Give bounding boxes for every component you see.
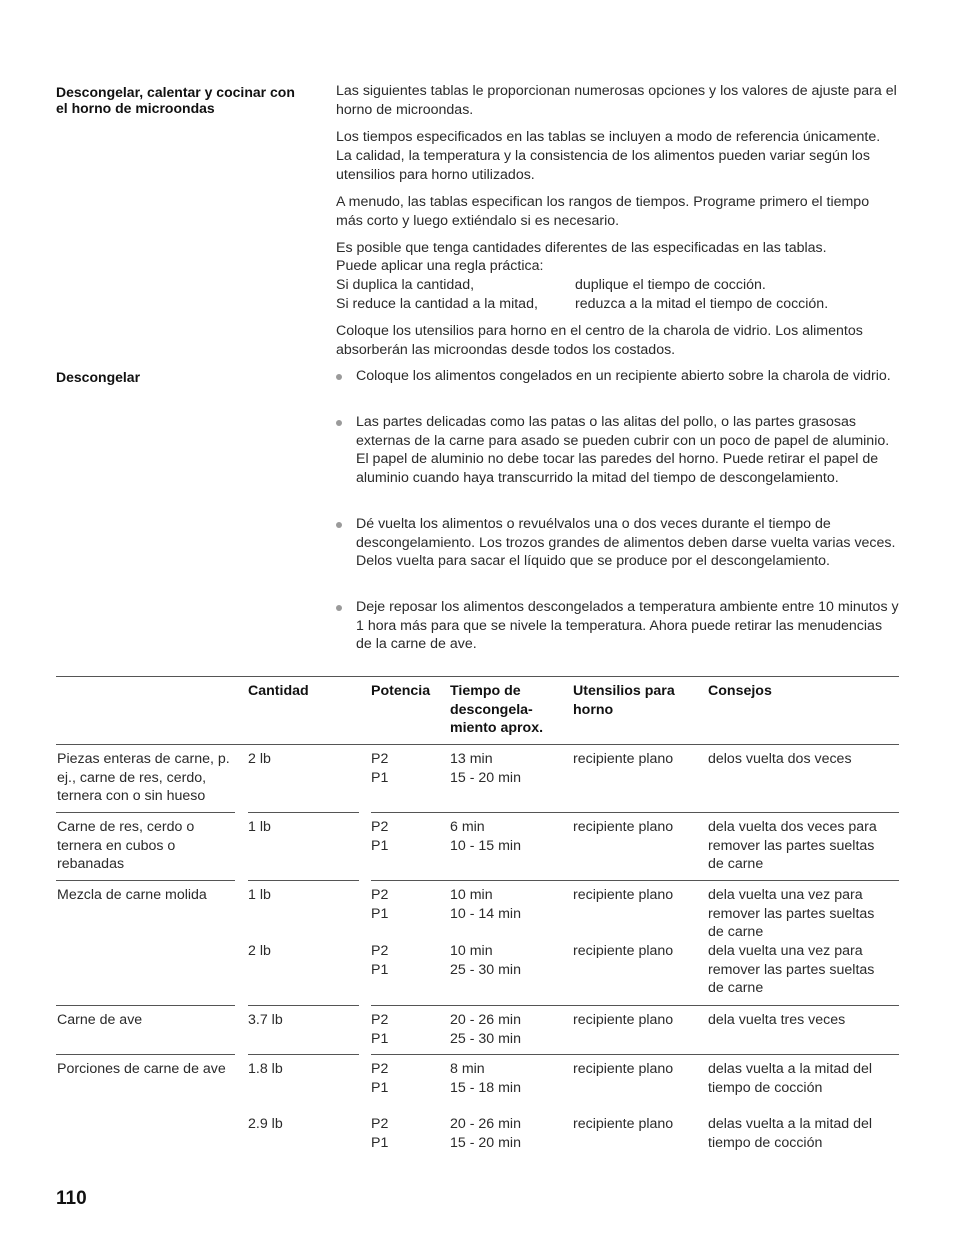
cell-food: Carne de res, cerdo o ternera en cubos o rebanadas (57, 819, 195, 872)
row-rule-main (371, 1005, 899, 1006)
bullet-dot-icon (336, 605, 342, 611)
cell-qty: 1 lb (248, 887, 271, 903)
defrost-bullet (336, 515, 900, 571)
cell-tip: dela vuelta dos veces para remover las partes sueltas de carne (708, 819, 877, 872)
cell-power: P2 P1 (371, 1012, 389, 1047)
cell-utensil: recipiente plano (573, 1061, 674, 1077)
cell-power: P2 P1 (371, 751, 389, 786)
table-top-rule (56, 676, 899, 677)
cell-tip: dela vuelta tres veces (708, 1012, 846, 1028)
row-rule-qty (248, 880, 359, 881)
header-potencia: Potencia (371, 683, 431, 699)
cell-time: 20 - 26 min 15 - 20 min (450, 1116, 521, 1151)
cell-time: 10 min 25 - 30 min (450, 943, 521, 978)
closing-paragraph: Coloque los utensilios para horno en el centro de la charola de vidrio. Los alimentos absorberán las microondas desde todos los costados. (336, 323, 863, 358)
row-rule-food (56, 880, 235, 881)
cell-power: P2 P1 (371, 943, 389, 978)
row-rule-main (371, 880, 899, 881)
cell-utensil: recipiente plano (573, 1116, 674, 1132)
cell-tip: delas vuelta a la mitad del tiempo de cocción (708, 1061, 873, 1096)
header-cantidad: Cantidad (248, 683, 309, 699)
row-rule-food (56, 1054, 235, 1055)
cell-power: P2 P1 (371, 819, 389, 854)
defrost-bullet (336, 598, 900, 654)
bullet-text: Dé vuelta los alimentos o revuélvalos una o dos veces durante el tiempo de descongelamiento. Los trozos grandes de alimentos deben darse vuelta varias veces. Delos vuelta para sacar el líquido que se produce por el descongelamiento. (356, 516, 896, 570)
rule-right-1: duplique el tiempo de cocción. (575, 277, 766, 293)
cell-time: 6 min 10 - 15 min (450, 819, 521, 854)
cell-food: Piezas enteras de carne, p. ej., carne de res, cerdo, ternera con o sin hueso (57, 751, 230, 804)
bullet-text: Coloque los alimentos congelados en un recipiente abierto sobre la charola de vidrio. (356, 368, 891, 384)
cell-tip: dela vuelta una vez para remover las partes sueltas de carne (708, 887, 875, 940)
row-rule-food (56, 812, 235, 813)
intro-paragraph-2: Los tiempos especificados en las tablas se incluyen a modo de referencia únicamente. La calidad, la temperatura y la consistencia de los alimentos pueden variar según los utensilios para horno utilizados. (336, 129, 881, 183)
cell-utensil: recipiente plano (573, 1012, 674, 1028)
defrost-bullet (336, 367, 900, 386)
defrost-bullet (336, 413, 900, 488)
cell-qty: 2 lb (248, 943, 271, 959)
bullet-dot-icon (336, 374, 342, 380)
cell-utensil: recipiente plano (573, 751, 674, 767)
row-rule-food (56, 1005, 235, 1006)
cell-qty: 1 lb (248, 819, 271, 835)
cell-tip: delas vuelta a la mitad del tiempo de cocción (708, 1116, 873, 1151)
row-rule-qty (248, 1005, 359, 1006)
rule-intro-1: Es posible que tenga cantidades diferentes de las especificadas en las tablas. (336, 240, 827, 256)
cell-qty: 2.9 lb (248, 1116, 283, 1132)
cell-food: Mezcla de carne molida (57, 887, 207, 903)
cell-qty: 2 lb (248, 751, 271, 767)
page-number: 110 (56, 1188, 87, 1209)
header-rule (56, 744, 899, 745)
cell-food: Porciones de carne de ave (57, 1061, 226, 1077)
bullet-dot-icon (336, 522, 342, 528)
header-consejos: Consejos (708, 683, 772, 699)
cell-utensil: recipiente plano (573, 943, 674, 959)
bullet-dot-icon (336, 420, 342, 426)
cell-food: Carne de ave (57, 1012, 143, 1028)
rule-left-2: Si reduce la cantidad a la mitad, (336, 296, 538, 312)
row-rule-main (371, 1054, 899, 1055)
cell-power: P2 P1 (371, 887, 389, 922)
cell-time: 10 min 10 - 14 min (450, 887, 521, 922)
cell-power: P2 P1 (371, 1061, 389, 1096)
cell-time: 8 min 15 - 18 min (450, 1061, 521, 1096)
intro-paragraph-1: Las siguientes tablas le proporcionan numerosas opciones y los valores de ajuste para el horno de microondas. (336, 83, 897, 118)
cell-time: 20 - 26 min 25 - 30 min (450, 1012, 521, 1047)
rule-right-2: reduzca a la mitad el tiempo de cocción. (575, 296, 829, 312)
cell-qty: 3.7 lb (248, 1012, 283, 1028)
bullet-text: Deje reposar los alimentos descongelados a temperatura ambiente entre 10 minutos y 1 hora más para que se nivele la temperatura. Ahora puede retirar las menudencias de la carne de ave. (356, 599, 899, 653)
header-utensilios: Utensilios para horno (573, 683, 675, 718)
header-tiempo: Tiempo de descongela- miento aprox. (450, 683, 544, 736)
cell-utensil: recipiente plano (573, 819, 674, 835)
rule-intro-2: Puede aplicar una regla práctica: (336, 258, 544, 274)
section-heading: Descongelar, calentar y cocinar con el horno de microondas (56, 84, 295, 116)
cell-qty: 1.8 lb (248, 1061, 283, 1077)
cell-power: P2 P1 (371, 1116, 389, 1151)
cell-utensil: recipiente plano (573, 887, 674, 903)
bullet-text: Las partes delicadas como las patas o las alitas del pollo, o las partes grasosas externas de la carne para asado se pueden cubrir con un poco de papel de aluminio. El papel de aluminio no debe tocar las paredes del horno. Puede retirar el papel de aluminio cuando haya transcurrido la mitad del tiempo de descongelamiento. (356, 414, 890, 487)
row-rule-main (371, 812, 899, 813)
row-rule-qty (248, 1054, 359, 1055)
cell-tip: dela vuelta una vez para remover las partes sueltas de carne (708, 943, 875, 996)
cell-tip: delos vuelta dos veces (708, 751, 852, 767)
rule-left-1: Si duplica la cantidad, (336, 277, 475, 293)
row-rule-qty (248, 812, 359, 813)
defrost-heading: Descongelar (56, 369, 141, 385)
intro-paragraph-3: A menudo, las tablas especifican los rangos de tiempos. Programe primero el tiempo más corto y luego extiéndalo si es necesario. (336, 194, 870, 229)
cell-time: 13 min 15 - 20 min (450, 751, 521, 786)
